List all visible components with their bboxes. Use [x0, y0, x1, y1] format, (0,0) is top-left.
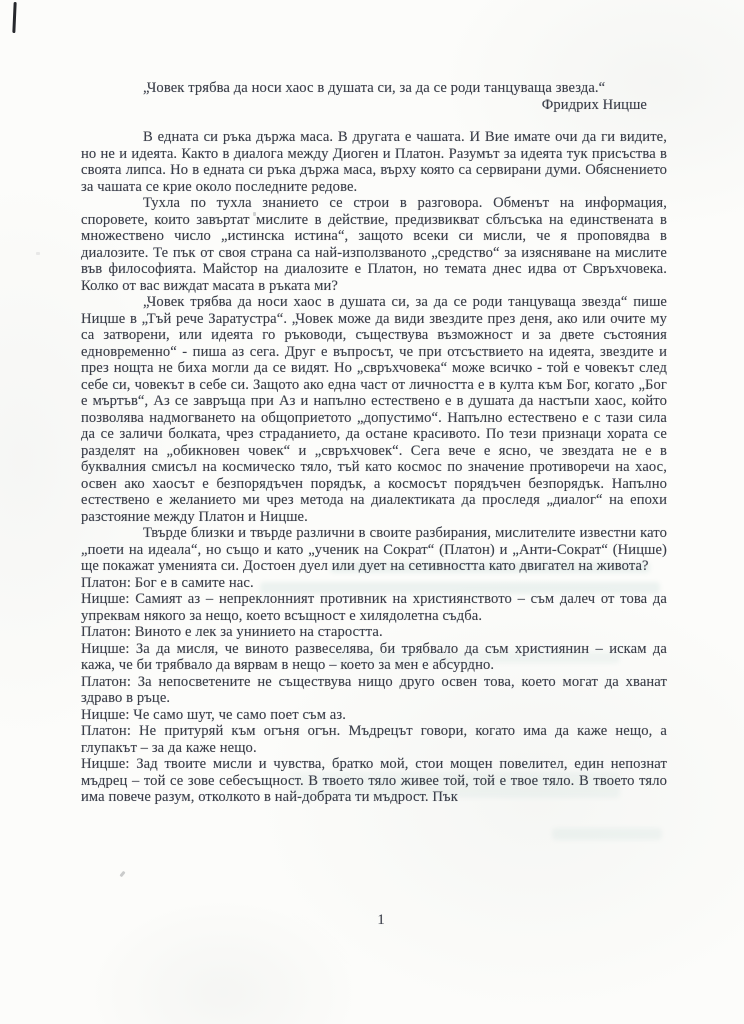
dialogue-line-nietzsche: Ницше: За да мисля, че виното развеселява, би трябвало да съм християнин – искам да кажа, че би трябвало да вярвам в нещо – което за мен е абсурдно. — [81, 640, 667, 673]
dialogue-line-platon: Платон: Бог е в самите нас. — [81, 574, 254, 591]
dialogue-line-nietzsche: Ницше: Че само шут, че само поет съм аз. — [81, 706, 346, 723]
document-content — [81, 80, 667, 806]
dialogue-line-nietzsche: Ницше: Самият аз – непреклонният противник на християнството – съм далеч от това да упреквам някого за нещо, което всъщност е хилядолетна съдба. — [81, 591, 667, 624]
dialogue-line-platon: Платон: Не притуряй към огъня огън. Мъдрецът говори, когато има да каже нещо, а глупакът – за да каже нещо. — [81, 723, 667, 756]
epigraph-quote: „Човек трябва да носи хаос в душата си, за да се роди танцуваща звезда.“ — [143, 80, 606, 96]
body-paragraph: Тухла по тухла знанието се строи в разговора. Обменът на информация, споровете, които завъртат мислите в действие, предизвикват сблъсъка на единствената в множествено число „истинска истина“, защото всеки си мисли, че я проповядва в диалозите. Те пък от своя страна са най-използваното „средство“ за изясняване на мислите във философията. Майстор на диалозите е Платон, но темата днес идва от Свръхчовека. Колко от вас виждат масата в ръката ми? — [81, 195, 667, 294]
page-number: 1 — [377, 912, 385, 928]
dialogue-line-platon: Платон: За непосветените не съществува нищо друго освен това, което могат да хванат здраво в ръце. — [81, 673, 667, 706]
dialogue-line-nietzsche: Ницше: Зад твоите мисли и чувства, братко мой, стои мощен повелител, един непознат мъдрец – той се зове себесъщност. В твоето тяло живее той, той е твое тяло. В твоето тяло има повече разум, отколкото в най-добрата ти мъдрост. Пък — [81, 756, 667, 805]
scan-speck — [119, 871, 125, 878]
bleed-through-artifact — [552, 828, 662, 840]
body-paragraph: „Човек трябва да носи хаос в душата си, за да се роди танцуваща звезда“ пише Ницше в „Тъй рече Заратустра“. „Човек може да види звездите през деня, ако или очите му са затворени, или идеята го ръководи, съществува възможност и за двете състояния едновременно“ - пиша аз сега. Друг е въпросът, че при отсъствието на идеята, звездите и през нощта не биха могли да се видят. Но „свръхчовека“ може всичко - той е човекът след себе си, човекът в себе си. Защото ако една част от личността е в култа към Бог, когато „Бог е мъртъв“, Аз се завръща при Аз и напълно естествено е в душата да настъпи хаос, който позволява надмогването на общоприетото „допустимо“. Напълно естествено е с тази сила да се заличи болката, чрез страданието, да остане красивото. По тези признаци хората се разделят на „обикновен човек“ и „свръхчовек“. Сега вече е ясно, че звездата не е в буквалния смисъл на космическо тяло, тъй като космос по значение противоречи на хаос, освен ако хаосът е безпорядъчен порядък, а космосът порядъчен безпорядък. Напълно естествено е желанието ми чрез метода на диалектиката да проследя „диалог“ на епохи разстояние между Платон и Ницше. — [81, 294, 667, 525]
pen-scan-mark — [12, 2, 16, 33]
body-paragraph: Твърде близки и твърде различни в своите разбирания, мислителите известни като „поети на идеала“, но също и като „ученик на Сократ“ (Платон) и „Анти-Сократ“ (Ницше) ще покажат уменията си. Достоен дуел или дует на сетивността като двигател на живота? — [81, 525, 667, 574]
body-paragraph: В едната си ръка държа маса. В другата е чашата. И Вие имате очи да ги видите, но не и идеята. Както в диалога между Диоген и Платон. Разумът за идеята тук присъства в своята липса. Но в едната си ръка държа маса, върху която са сервирани думи. Обяснението за чашата се крие около последните редове. — [81, 129, 667, 195]
epigraph-attribution: Фридрих Ницше — [541, 96, 647, 113]
dialogue-line-platon: Платон: Виното е лек за унинието на старостта. — [81, 624, 383, 640]
scan-speck — [36, 252, 40, 255]
